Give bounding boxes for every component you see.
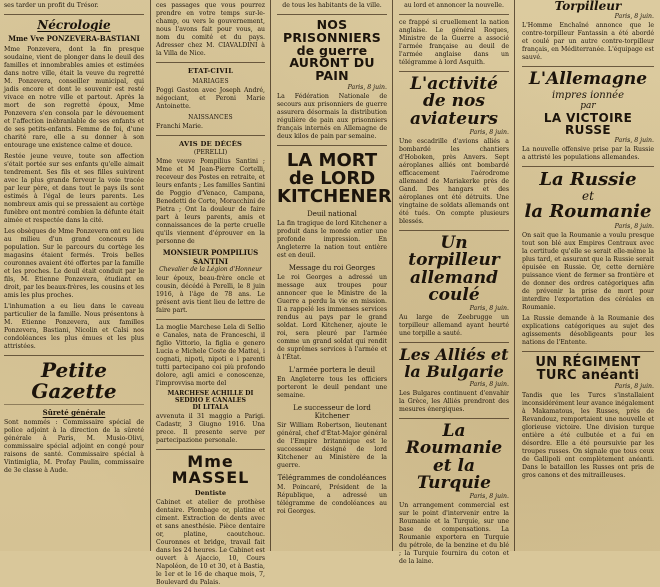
divider: [399, 342, 509, 343]
allemagne-text: La nouvelle offensive prise par la Russie a attristé les populations allemandes.: [522, 146, 654, 162]
successeur-subheading: Le successeur de lord Kitchener: [293, 403, 371, 420]
divider: [399, 14, 509, 15]
massel-heading: Mme MASSEL: [171, 452, 250, 488]
col4-intro-text: ce frappé si cruellement la nation anglaise. Le général Roques, Ministre de la Guerre a associé l'armée française au deuil de l'armée anglaise dans un télégramme à lord Asquith.: [399, 19, 509, 66]
column-2: [152, 0, 270, 586]
russie-text: On sait que la Roumanie a voulu presque tout son blé aux Empires Centraux avec la certitude qu'elle se serait elle-même la plus tard, et assurant que la Russie serait épuisée en Russie. Or, cette dernière puissance vient de fermer sa frontière et de donner des ordres catégoriques afin de prévenir la prise de mort pour interdire l'exportation des céréales en Roumanie.: [522, 231, 654, 311]
prisonniers-dateline: Paris, 8 juin.: [347, 83, 387, 91]
deces-text: Mme veuve Pompilius Santini ; Mme et M Jean-Pierre Cortelli, receveur des Postes en retraite, et leurs enfants ; Les familles Santini de Poggio d'Venaco, Campana, Benedetti de Corte, Moracchini de Pietra ; Ont la douleur de faire part à leurs parents, amis et connaissances de la perte cruelle qu'ils viennent d'éprouver en la personne de: [156, 158, 265, 245]
divider: [522, 166, 654, 167]
russie-dateline: Paris, 8 juin.: [614, 222, 654, 230]
russie-et: et: [582, 189, 594, 204]
divider: [399, 418, 509, 419]
regiment-dateline: Paris, 8 juin.: [614, 383, 654, 391]
regiment-text: Tandis que les Turcs s'installaient inconsidérément leur avance inégalement à Makamatous, les Russes, près de Revandouz, remportaient une nouvelle et glorieuse victoire. Une division turque entière a été culbutée et a fui en désordre. Elle a été poursuivie par les troupes russes. On signale que tous ceux de Gallipoli ont complètement anéanti. Dans le bataillon les Russes ont pris de gros canons et des mitrailleuses.: [522, 392, 654, 480]
divider: [4, 404, 144, 405]
divider: [156, 449, 265, 450]
naissances-text: Franchi Marie.: [156, 123, 203, 130]
roumanie-turquie-dateline: Paris, 8 juin.: [469, 493, 509, 501]
divider: [399, 71, 509, 72]
divider: [4, 14, 144, 15]
prisonniers-headline: NOS PRISONNIERS de guerre AURONT DU PAIN: [282, 17, 381, 83]
necrologie-subheading: Mme Vve PONZEVERA-BASTIANI: [8, 34, 140, 44]
armee-deuil-subheading: L'armée portera le deuil: [288, 365, 376, 374]
russie-text-2: La Russie demande à la Roumanie des explications catégoriques au sujet des agissements désobligeants pour les nations de l'Entente.: [522, 314, 654, 346]
petite-gazette-heading: Petite Gazette: [31, 358, 117, 403]
bulgarie-text: Les Bulgares continuent d'envahir la Grèce, les Alliés prendront des mesures énergiques.: [399, 389, 509, 413]
massel-text: Cabinet et atelier de prothèse dentaire. Plombage or, platine et ciment. Extraction de dents avec et sans anesthésie. Pièce dentaire or, platine, caoutchouc. Couronnes et bridge, travail fait dans les 24 heures. Le Cabinet est ouvert à Ajaccio, 10, Cours Napoléon, de 10 et 30, et à Bastia, le 1er et le 16 de chaque mois, 7, Boulevard du Palais.: [156, 498, 265, 586]
column-rule: [150, 0, 151, 551]
column-rule: [392, 0, 393, 551]
deceased-title: Chevalier de la Légion d'Honneur: [159, 266, 262, 273]
roumanie-headline: la Roumanie: [524, 201, 652, 223]
divider: [156, 62, 265, 63]
allemagne-subheadline: impres ionnée: [551, 89, 625, 101]
necrologie-heading: Nécrologie: [37, 18, 111, 32]
italian-notice-name: MARCHESE ACHILLE DI SEDDIO E CANALES: [167, 390, 254, 404]
aviateurs-dateline: Paris, 8 juin.: [469, 128, 509, 136]
italian-notice-name-2: DI LITALA: [192, 404, 229, 411]
divider: [277, 145, 387, 146]
torpilleur-text: Au large de Zeebrugge un torpilleur allemand ayant heurté une torpille a sauté.: [399, 314, 509, 338]
aviateurs-headline: L'activité de nos aviateurs: [410, 74, 498, 129]
massel-subheading: Dentiste: [194, 488, 227, 497]
necrologie-text-2: Restée jeune veuve, toute son affection s'était portée sur ses enfants qu'elle aimait tendrement. Ses fils et ses filles suivirent avec la plus grande ferveur la voie tracée par leur père, et dans tout le pays ils sont estimés à l'égal de leurs parents. Les nombreux amis qui se pressaient au cortège funèbre ont montré combien la défunte était aimée et respectée dans la cité.: [4, 153, 144, 225]
necrologie-text: Mme Ponzevera, dont la fin presque soudaine, vient de plonger dans le deuil des familles et innombrables amies et estimées dans notre ville, était la veuve du regretté M. Ponzevera, conseiller municipal, qui jadis encore et dont le souvenir est resté vivace en notre ville et partout. Après la mort de son regretté époux, Mme Ponzevera s'en consola par le dévouement et l'affection inébranlable de ses enfants et de ses petits-enfants. Femme de foi, d'une charité rare, elle a su donner à son entourage une existence calme et douce.: [4, 46, 144, 150]
torpilleur-top-heading: Torpilleur: [554, 0, 622, 13]
kitchener-headline: LA MORT de LORD KITCHENER: [277, 149, 392, 208]
torpilleur-dateline: Paris, 8 juin.: [469, 305, 509, 313]
perelli-label: (PERELLI): [193, 149, 228, 156]
allemagne-headline: L'Allemagne: [528, 69, 648, 90]
allemagne-par: par: [580, 100, 596, 111]
gazette-text: Sont nommés : Commissaire spécial de police adjoint à la direction de la sûreté générale à Paris, M. Musio-Olivi, commissaire spécial adjoint en congé pour raisons de santé. Commissaire spécial à Vintimiglia, M. Profay Paulin, commissaire de 3e classe à Aude.: [4, 419, 144, 475]
roumanie-turquie-headline: La Roumanie et la Turquie: [405, 420, 503, 493]
kitchener-text: La fin tragique de lord Kitchener a produit dans le monde entier une profonde impression. En Angleterre la nation tout entière est en deuil.: [277, 219, 387, 259]
italian-notice-text: La moglie Marchese Lela di Sellio e Canales, nata de Franceschi, il figlio Vittorio, la figlia e genero Lucia e Michele Coste de Mattei, i cognati, nipoti, nipoti e i parenti tutti partecipano coi più profondo dolore, agli amici e conoscenze, l'improvvisa morte del: [156, 324, 265, 387]
divider: [277, 14, 387, 15]
top-dateline: Paris, 8 juin.: [614, 13, 654, 21]
column-rule: [514, 0, 515, 551]
armee-deuil-text: En Angleterre tous les officiers porteront le deuil pendant une semaine.: [277, 375, 387, 399]
divider: [156, 319, 265, 320]
divider: [4, 355, 144, 356]
aviateurs-text: Une escadrille d'avions alliés a bombardé les chantiers d'Hoboken, près Anvers. Sept aéroplanes alliés ont bombardé efficacement l'aérodrome allemand de Mariakerke près de Gand. Des hangars et des aéroplanes ont été détruits. Une vingtaine de soldats allemands ont été tués. On compte plusieurs blessés.: [399, 137, 509, 225]
regiment-turc-headline: UN RÉGIMENT TURC anéanti: [535, 354, 641, 383]
col5-top-text: L'Homme Enchaîné annonce que le contre-torpilleur Fantassin a été abordé et coulé par un autre contre-torpilleur français, en Méditerranée. L'équipage est sauvé.: [522, 22, 654, 62]
col4-top-line: au lord et annoncer la nouvelle.: [404, 2, 504, 9]
column-1: [0, 0, 150, 551]
roumanie-turquie-text: Un arrangement commercial est sur le point d'intervenir entre la Roumanie et la Turquie, sur une base de compensations. La Roumanie exportera en Turquie du pétrole, de la benzine et du blé ; la Turquie fournira du coton et de la laine.: [399, 502, 509, 566]
mariages-text: Poggi Gaston avec Joseph André, négociant, et Peroni Marie Antoinette.: [156, 87, 265, 110]
deuil-national-subheading: Deuil national: [307, 209, 357, 218]
column-rule: [270, 0, 271, 551]
column-4: [394, 0, 514, 566]
column-5: [516, 0, 660, 551]
col2-intro-text: ces passages que vous pourrez prendre en votre temps sur-le-champ, ou vers le gouvernement, nous l'avons fait pour vous, au nom du comité et du pays. Adresser chez M. CIAVALDINI à la Villa de Nice.: [156, 2, 265, 57]
bulgarie-dateline: Paris, 8 juin.: [469, 380, 509, 388]
divider: [522, 351, 654, 352]
prisonniers-text: La Fédération Nationale de secours aux prisonniers de guerre assurera désormais la distribution régulière de pain aux prisonniers français internés en Allemagne de deux kilos de pain par semaine.: [277, 92, 387, 140]
divider: [156, 135, 265, 136]
etat-civil-heading: ETAT-CIVIL: [187, 67, 234, 75]
divider: [399, 230, 509, 231]
col3-top-line: de tous les habitants de la ville.: [282, 2, 382, 9]
column-3: [272, 0, 392, 551]
italian-notice-text-2: avvenuta il 31 maggio a Parigi. Cadastr, 3 Giugno 1916. Una prece. Il presente serve per partecipazione personale.: [156, 413, 265, 444]
surete-heading: Sûreté générale: [42, 408, 106, 418]
torpilleur-headline: Un torpilleur allemand coulé: [408, 232, 500, 305]
telegrammes-text: M. Poincaré, Président de la République, a adressé un télégramme de condoléances au roi Georges.: [277, 483, 387, 515]
deces-text-2: leur époux, beau-frère oncle et cousin, décédé à Perelli, le 8 juin 1916, à l'âge de 78 ans. Le présent avis tient lieu de lettre de faire part.: [156, 275, 265, 314]
bulgarie-headline: Les Alliés et la Bulgarie: [399, 345, 509, 381]
mariages-heading: MARIAGES: [192, 78, 229, 85]
necrologie-text-3: Les obsèques de Mme Ponzevera ont eu lieu au milieu d'un grand concours de population. Sur le parcours du cortège les magasins étaient fermés. Trois belles couronnes avaient été offertes par la famille et les proches. Le deuil était conduit par le fils, M. Etienne Ponzevera, étudiant en droit, par les beaux-frères, les cousins et les amis les plus proches.: [4, 228, 144, 300]
message-roi-text: Le roi Georges a adressé un message aux troupes pour annoncer que le Ministre de la Guerre a perdu la vie en mission. Il a rappelé les immenses services rendus au pays par le grand soldat. Lord Kitchener, ajoute le roi, sera pleuré par l'armée comme un grand soldat qui rendit de suprêmes services à l'armée et à l'État.: [277, 273, 387, 361]
avis-deces-heading: AVIS DE DÉCÈS: [178, 140, 243, 148]
necrologie-text-4: L'inhumation a eu lieu dans le caveau particulier de la famille. Nous présentons à M. Etienne Ponzevera, aux familles Ponzevera, Bastiani, Nicolin et Calsi nos condoléances les plus émues et les plus attristées.: [4, 303, 144, 351]
naissances-heading: NAISSANCES: [188, 114, 233, 121]
deceased-name: MONSIEUR POMPILIUS SANTINI: [162, 248, 259, 266]
message-roi-subheading: Message du roi Georges: [288, 263, 376, 272]
telegrammes-subheading: Télégrammes de condoléances: [277, 473, 387, 482]
col1-top-line: ses tarder un profit du Trésor.: [4, 2, 99, 9]
divider: [522, 66, 654, 67]
russie-headline: La Russie: [539, 169, 637, 191]
victoire-russe-headline: LA VICTOIRE RUSSE: [543, 110, 633, 137]
allemagne-dateline: Paris, 8 juin.: [614, 137, 654, 145]
successeur-text: Sir William Robertson, lieutenant général, chef d'État-Major général de l'Empire britannique est le successeur désigné de lord Kitchener au Ministère de la guerre.: [277, 421, 387, 469]
